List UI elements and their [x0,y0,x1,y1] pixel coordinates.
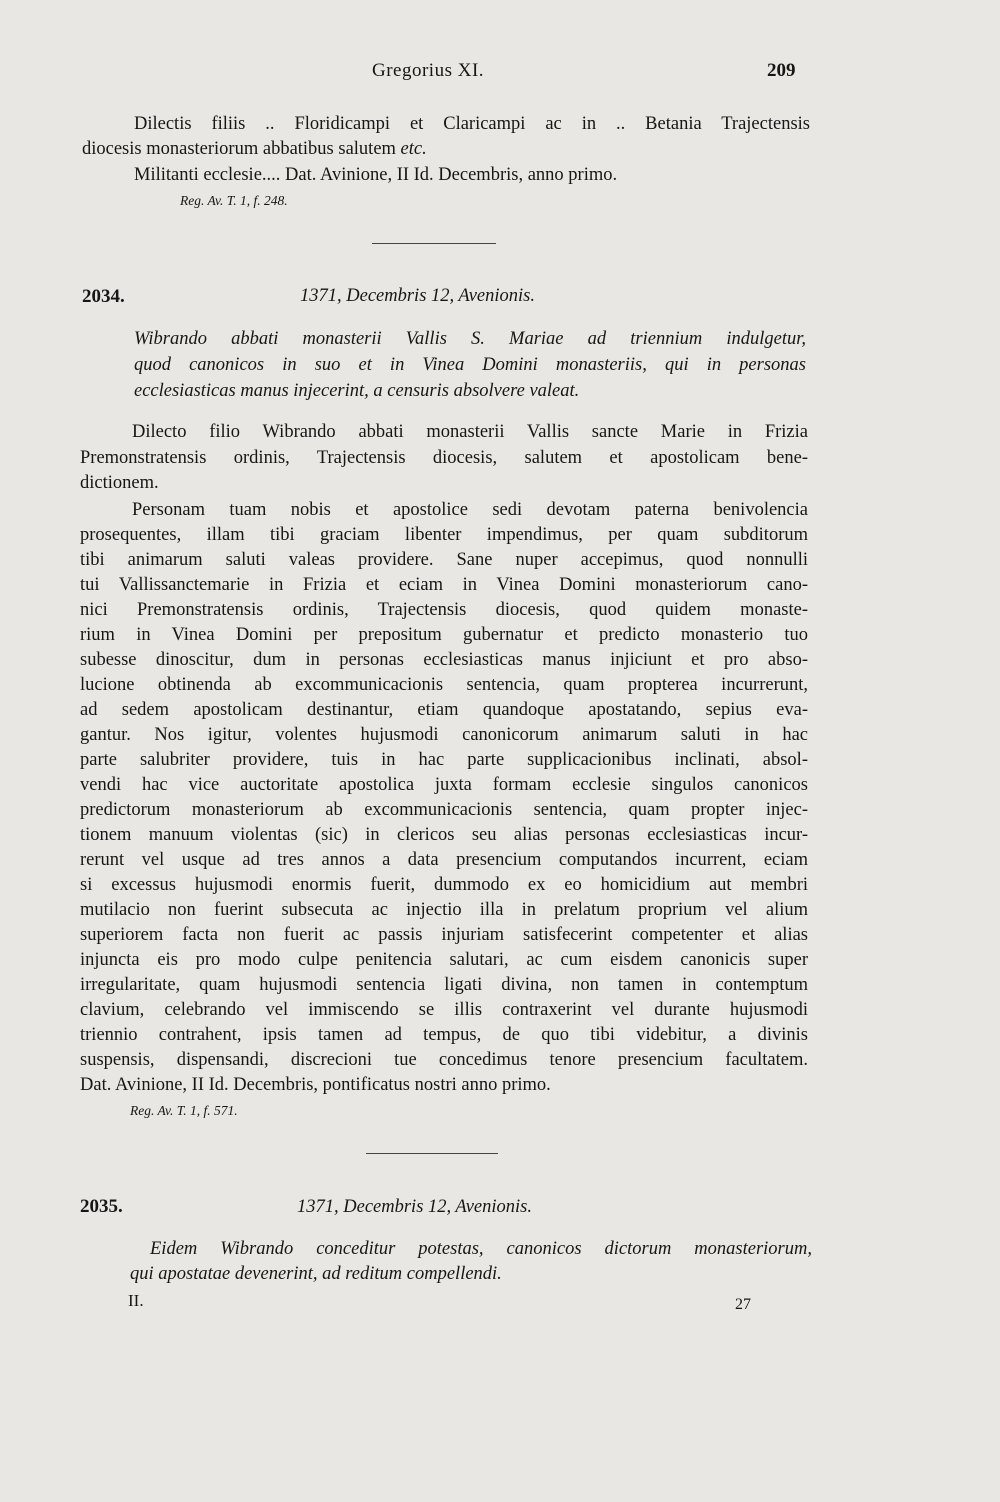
body-line-15: vendi hac vice auctoritate apostolica juxta formam ecclesie singulos canonicos [80,775,808,795]
prev-etc: etc. [400,139,427,159]
entry-number-2034: 2034. [82,286,125,307]
body-line-24: clavium, celebrando vel immiscendo se illis contraxerint vel durante hujusmodi [80,1000,808,1020]
body-line-1: Dilecto filio Wibrando abbati monasterii Vallis sancte Marie in Frizia [132,422,808,442]
body-line-23: irregularitate, quam hujusmodi sentencia ligati divina, non tamen in contemptum [80,975,808,995]
body-line-3: dictionem. [80,473,159,493]
body-line-2: Premonstratensis ordinis, Trajectensis diocesis, salutem et apostolicam bene- [80,448,808,468]
signature-mark: II. [128,1291,144,1310]
body-line-5: prosequentes, illam tibi graciam libenter impendimus, per quam subditorum [80,525,808,545]
page-number: 209 [767,60,796,81]
entry-number-2035: 2035. [80,1196,123,1217]
body-line-17: tionem manuum violentas (sic) in clericos seu alias personas ecclesiasticas incur- [80,825,808,845]
prev-register-ref: Reg. Av. T. 1, f. 248. [180,193,288,208]
summary-2034-line-3: ecclesiasticas manus injecerint, a censuris absolvere valeat. [134,381,580,401]
prev-line-2-text: diocesis monasteriorum abbatibus salutem [82,139,396,159]
summary-2034-line-2: quod canonicos in suo et in Vinea Domini monasteriis, qui in personas [134,355,806,375]
register-ref-2034: Reg. Av. T. 1, f. 571. [130,1103,238,1118]
body-line-6: tibi animarum saluti valeas providere. Sane nuper accepimus, quod nonnulli [80,550,808,570]
separator-rule [372,243,496,244]
entry-date-2035: 1371, Decembris 12, Avenionis. [297,1197,532,1217]
body-line-12: ad sedem apostolicam destinantur, etiam quandoque apostatando, sepius eva- [80,700,808,720]
summary-2034-line-1: Wibrando abbati monasterii Vallis S. Mariae ad triennium indulgetur, [134,329,806,349]
body-line-18: rerunt vel usque ad tres annos a data presencium computandos incurrent, eciam [80,850,808,870]
body-line-10: subesse dinoscitur, dum in personas ecclesiasticas manus injiciunt et pro abso- [80,650,808,670]
running-header: Gregorius XI. [372,60,485,81]
body-line-14: parte salubriter providere, tuis in hac parte supplicacionibus inclinati, absol- [80,750,808,770]
prev-line-2 [82,137,427,163]
summary-2035-line-1: Eidem Wibrando conceditur potestas, canonicos dictorum monasteriorum, [150,1239,812,1259]
summary-2035-line-2: qui apostatae devenerint, ad reditum compellendi. [130,1264,502,1284]
body-line-8: nici Premonstratensis ordinis, Trajectensis diocesis, quod quidem monaste- [80,600,808,620]
body-line-19: si excessus hujusmodi enormis fuerit, dummodo ex eo homicidium aut membri [80,875,808,895]
prev-line-1: Dilectis filiis .. Floridicampi et Claricampi ac in .. Betania Trajectensis [134,114,810,134]
body-line-9: rium in Vinea Domini per prepositum gubernatur et predicto monasterio tuo [80,625,808,645]
separator-rule-2 [366,1153,498,1154]
body-line-22: injuncta eis pro modo culpe penitencia salutari, ac cum eisdem canonicis super [80,950,808,970]
body-line-20: mutilacio non fuerint subsecuta ac injectio illa in prelatum proprium vel alium [80,900,808,920]
body-line-26: suspensis, dispensandi, discrecioni tue concedimus tenore presencium facultatem. [80,1050,808,1070]
body-line-7: tui Vallissanctemarie in Frizia et eciam in Vinea Domini monasteriorum cano- [80,575,808,595]
entry-date-2034: 1371, Decembris 12, Avenionis. [300,286,535,306]
body-line-16: predictorum monasteriorum ab excommunicacionis sentencia, quam propter injec- [80,800,808,820]
sheet-number: 27 [735,1296,751,1313]
body-line-21: superiorem facta non fuerit ac passis injuriam satisfecerint competenter et alias [80,925,808,945]
body-line-11: lucione obtinenda ab excommunicacionis sentencia, quam propterea incurrerunt, [80,675,808,695]
body-line-4: Personam tuam nobis et apostolice sedi devotam paterna benivolencia [132,500,808,520]
body-line-27: Dat. Avinione, II Id. Decembris, pontificatus nostri anno primo. [80,1075,551,1095]
body-line-13: gantur. Nos igitur, volentes hujusmodi canonicorum animarum saluti in hac [80,725,808,745]
body-line-25: triennio contrahent, ipsis tamen ad tempus, de quo tibi videbitur, a divinis [80,1025,808,1045]
prev-line-3: Militanti ecclesie.... Dat. Avinione, II Id. Decembris, anno primo. [134,165,618,185]
